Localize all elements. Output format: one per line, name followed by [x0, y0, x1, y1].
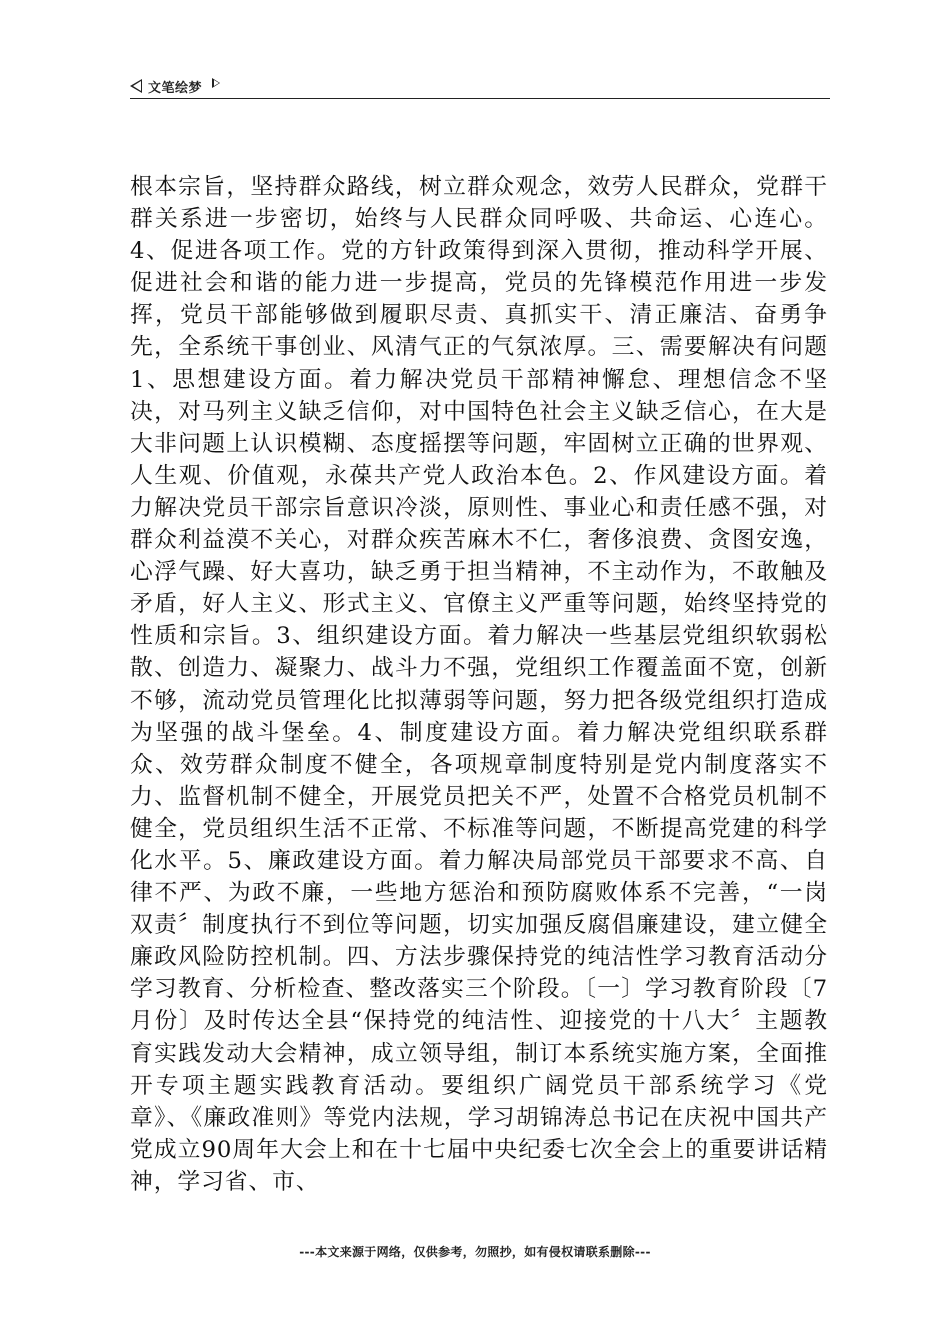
page-header: [130, 74, 830, 98]
triangle-left-outline-icon: [130, 79, 142, 93]
header-title: 文笔绘梦: [148, 80, 203, 96]
triangle-right-outline-icon: [212, 78, 220, 88]
header-divider: [130, 98, 830, 99]
footer-disclaimer: ---本文来源于网络，仅供参考，勿照抄，如有侵权请联系删除---: [299, 1245, 651, 1259]
body-paragraph: 根本宗旨，坚持群众路线，树立群众观念，效劳人民群众，党群干群关系进一步密切，始终与人民群众同呼吸、共命运、心连心。4、促进各项工作。党的方针政策得到深入贯彻，推动科学开展、促进社会和谐的能力进一步提高，党员的先锋模范作用进一步发挥，党员干部能够做到履职尽责、真抓实干、清正廉洁、奋勇争先，全系统干事创业、风清气正的气氛浓厚。三、需要解决有问题1、思想建设方面。着力解决党员干部精神懈怠、理想信念不坚决，对马列主义缺乏信仰，对中国特色社会主义缺乏信心，在大是大非问题上认识模糊、态度摇摆等问题，牢固树立正确的世界观、人生观、价值观，永葆共产党人政治本色。2、作风建设方面。着力解决党员干部宗旨意识冷淡，原则性、事业心和责任感不强，对群众利益漠不关心，对群众疾苦麻木不仁，奢侈浪费、贪图安逸，心浮气躁、好大喜功，缺乏勇于担当精神，不主动作为，不敢触及矛盾，好人主义、形式主义、官僚主义严重等问题，始终坚持党的性质和宗旨。3、组织建设方面。着力解决一些基层党组织软弱松散、创造力、凝聚力、战斗力不强，党组织工作覆盖面不宽，创新不够，流动党员管理化比拟薄弱等问题，努力把各级党组织打造成为坚强的战斗堡垒。4、制度建设方面。着力解决党组织联系群众、效劳群众制度不健全，各项规章制度特别是党内制度落实不力、监督机制不健全，开展党员把关不严，处置不合格党员机制不健全，党员组织生活不正常、不标准等问题，不断提高党建的科学化水平。5、廉政建设方面。着力解决局部党员干部要求不高、自律不严、为政不廉，一些地方惩治和预防腐败体系不完善，“一岗双责〞制度执行不到位等问题，切实加强反腐倡廉建设，建立健全廉政风险防控机制。四、方法步骤保持党的纯洁性学习教育活动分学习教育、分析检查、整改落实三个阶段。〔一〕学习教育阶段〔7月份〕及时传达全县“保持党的纯洁性、迎接党的十八大〞主题教育实践发动大会精神，成立领导组，制订本系统实施方案，全面推开专项主题实践教育活动。要组织广阔党员干部系统学习《党章》、《廉政准则》等党内法规，学习胡锦涛总书记在庆祝中国共产党成立90周年大会上和在十七届中央纪委七次全会上的重要讲话精神，学习省、市、: [130, 174, 828, 1195]
